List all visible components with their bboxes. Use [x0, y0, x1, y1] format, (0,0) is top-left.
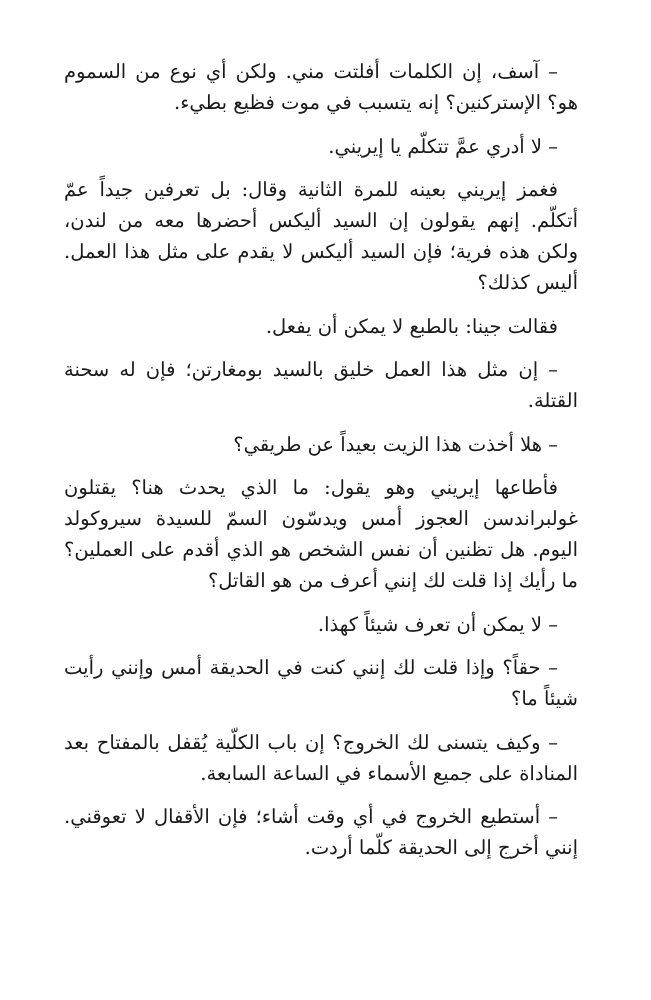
paragraph-11: – أستطيع الخروج في أي وقت أشاء؛ فإن الأقفال لا تعوقني. إنني أخرج إلى الحديقة كلّما أردت.: [64, 805, 578, 859]
paragraph-1: – آسف، إن الكلمات أفلتت مني. ولكن أي نوع من السموم هو؟ الإستركنين؟ إنه يتسبب في موت فظيع بطيء.: [64, 60, 578, 114]
paragraph-9: – حقاً؟ وإذا قلت لك إنني كنت في الحديقة أمس وإنني رأيت شيئاً ما؟: [64, 656, 578, 710]
paragraph-10: – وكيف يتسنى لك الخروج؟ إن باب الكلّية يُقفل بالمفتاح بعد المناداة على جميع الأسماء في الساعة السابعة.: [64, 730, 578, 785]
paragraph-3: فغمز إيريني بعينه للمرة الثانية وقال: بل تعرفين جيداً عمّ أتكلّم. إنهم يقولون إن السيد أليكس أحضرها معه من لندن، ولكن هذه فرية؛ فإن السيد أليكس لا يقدم على مثل هذا العمل. أليس كذلك؟: [64, 178, 578, 294]
paragraph-6: – هلا أخذت هذا الزيت بعيداً عن طريقي؟: [233, 432, 558, 456]
paragraph-5: – إن مثل هذا العمل خليق بالسيد بومغارتن؛ فإن له سحنة القتلة.: [64, 358, 578, 412]
book-page-text: [64, 56, 578, 863]
paragraph-8: – لا يمكن أن تعرف شيئاً كهذا.: [317, 612, 558, 636]
paragraph-7: فأطاعها إيريني وهو يقول: ما الذي يحدث هنا؟ يقتلون غولبراندسن العجوز أمس ويدسّون السمّ للسيدة سيروكولد اليوم. هل تظنين أن نفس الشخص هو الذي أقدم على العملين؟ ما رأيك إذا قلت لك إنني أعرف من هو القاتل؟: [64, 476, 578, 592]
paragraph-2: – لا أدري عمَّ تتكلّم يا إيريني.: [328, 134, 558, 158]
paragraph-4: فقالت جينا: بالطبع لا يمكن أن يفعل.: [265, 314, 558, 338]
